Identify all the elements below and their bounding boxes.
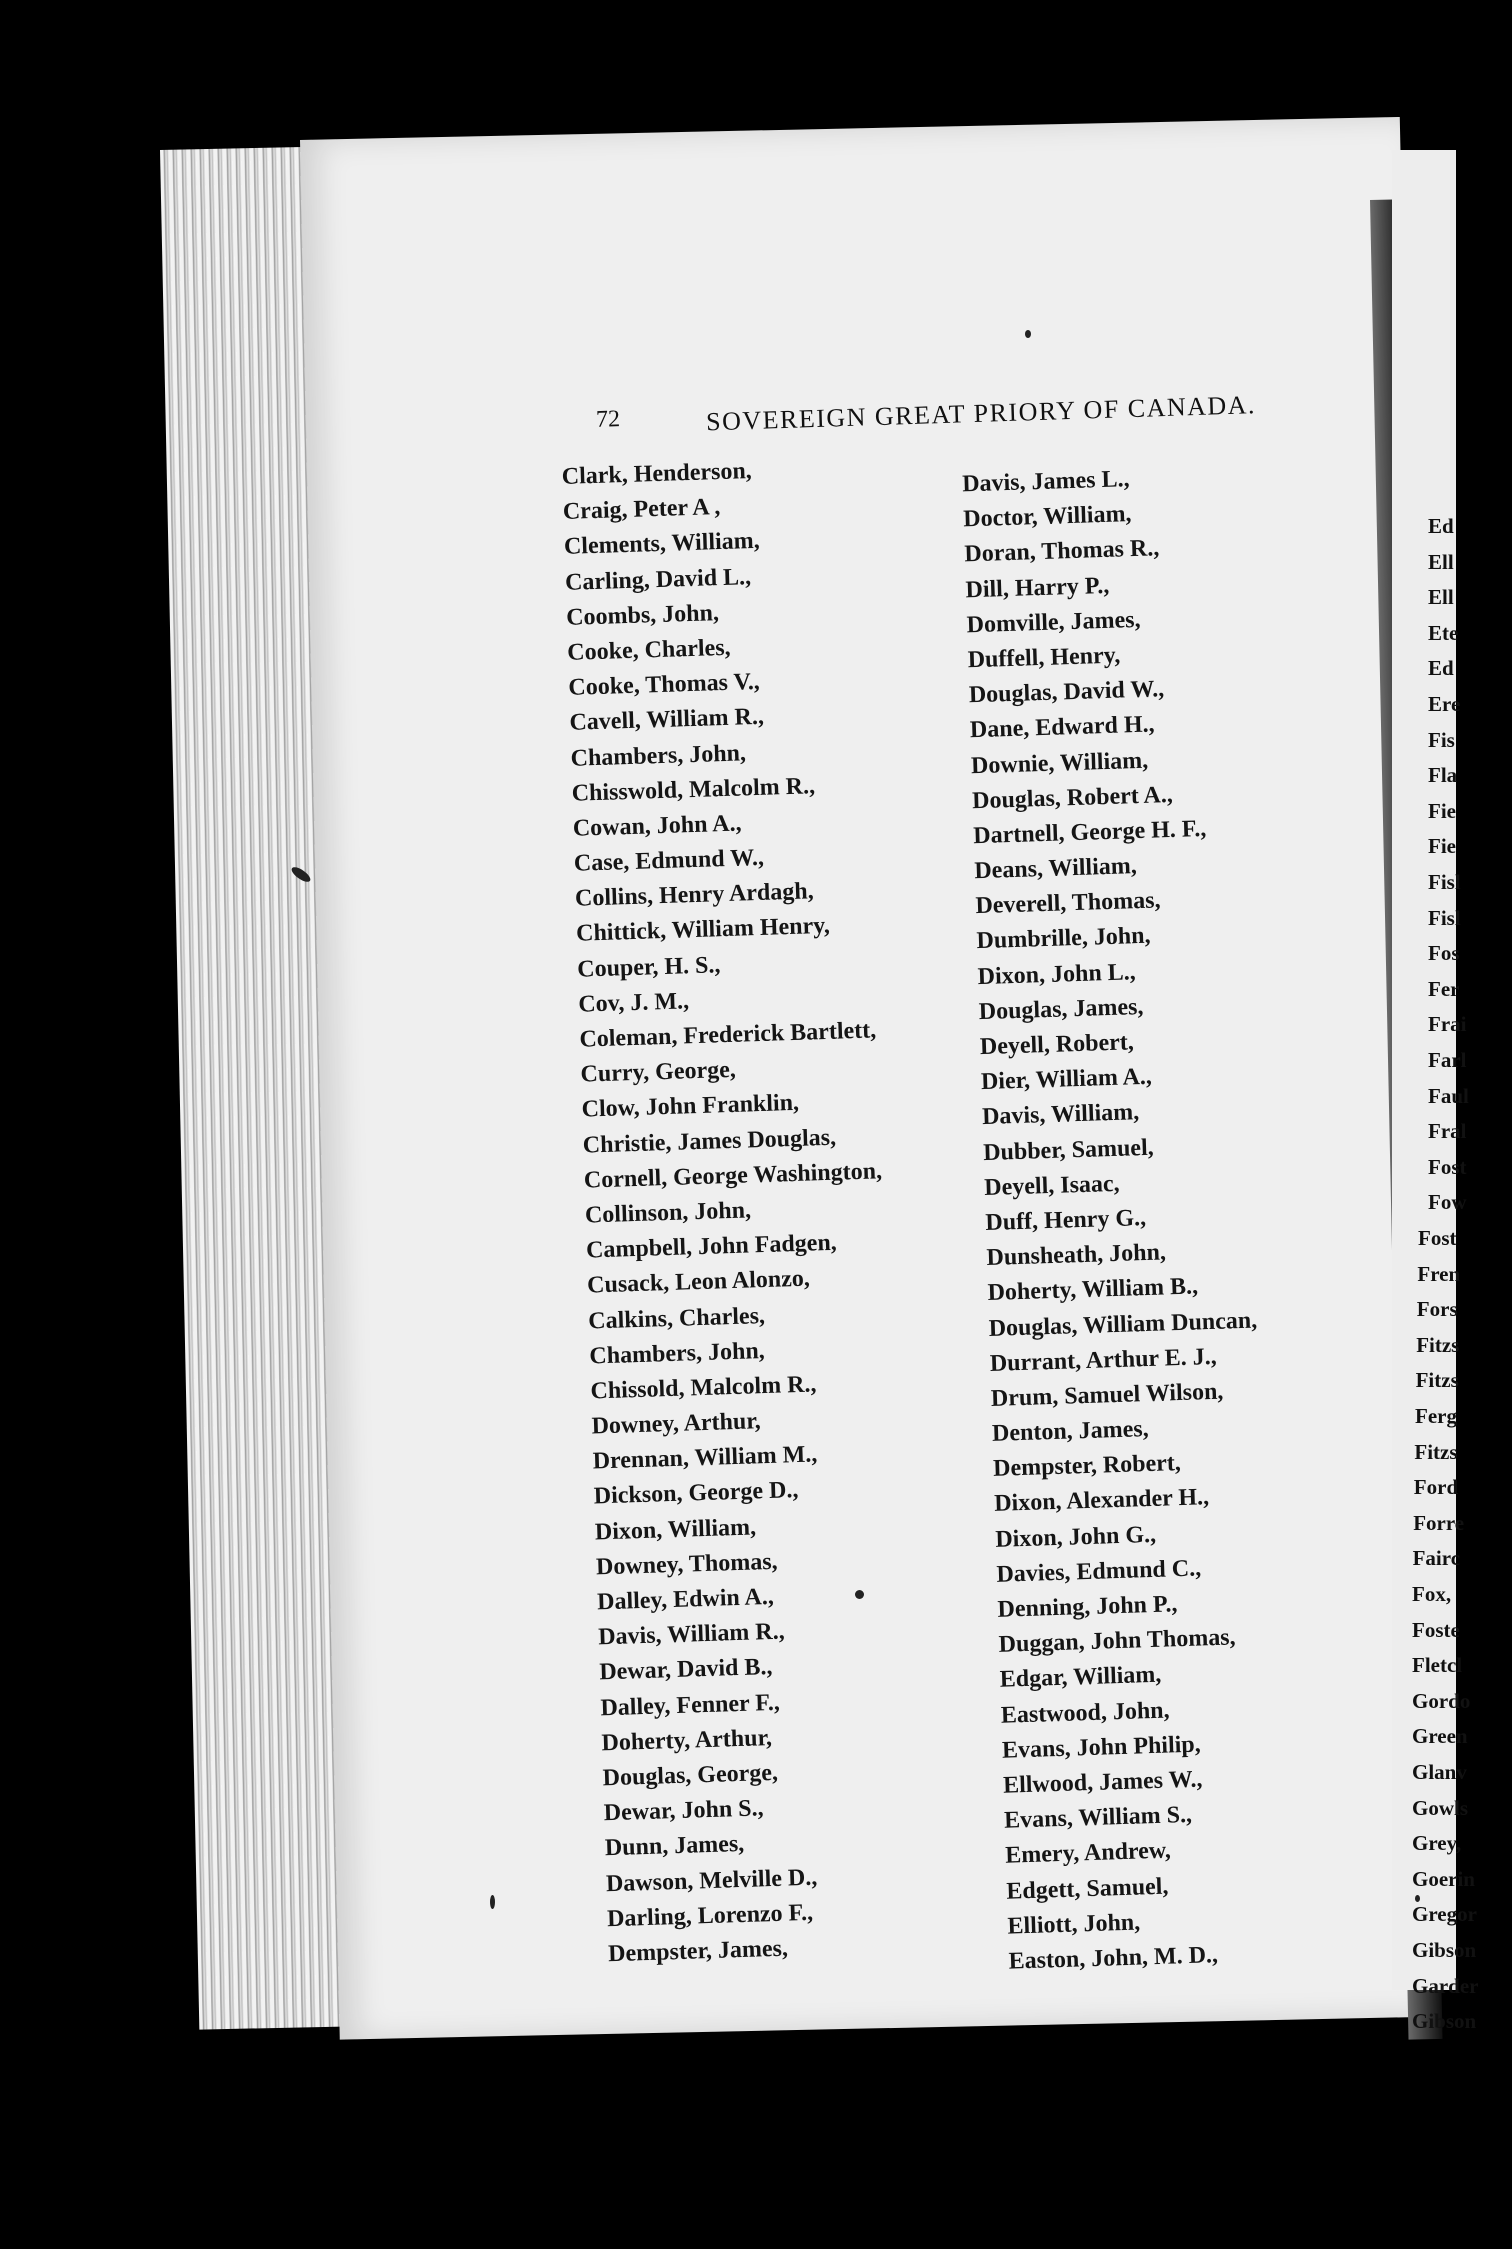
next-page-fragment: Fisl (1428, 905, 1461, 930)
name-entry: Cooke, Charles, (566, 634, 731, 666)
next-page-fragment: Fren (1417, 1261, 1461, 1286)
name-entry: Duff, Henry G., (985, 1204, 1147, 1236)
name-entry: Calkins, Charles, (587, 1302, 766, 1335)
next-page-fragment: Faul (1428, 1083, 1469, 1108)
name-entry: Case, Edmund W., (573, 844, 765, 877)
next-page-fragment: Grey, (1412, 1831, 1462, 1856)
next-page-fragment: Fisl (1428, 870, 1461, 894)
name-entry: Duffell, Henry, (967, 642, 1121, 674)
name-entry: Emery, Andrew, (1004, 1837, 1172, 1870)
name-entry: Chambers, John, (589, 1337, 766, 1370)
next-page-fragment: Garder (1412, 1973, 1479, 1998)
next-page-fragment: Gordo (1412, 1688, 1471, 1713)
name-entry: Clow, John Franklin, (581, 1090, 800, 1124)
name-entry: Douglas, Robert A., (971, 781, 1174, 814)
name-entry: Dalley, Edwin A., (596, 1583, 775, 1616)
speck (1025, 330, 1031, 338)
name-entry: Doherty, Arthur, (601, 1724, 773, 1757)
name-entry: Dempster, Robert, (992, 1450, 1182, 1483)
name-entry: Drum, Samuel Wilson, (990, 1378, 1224, 1412)
next-page-fragment: Ed (1428, 656, 1454, 681)
name-entry: Cov, J. M., (577, 988, 690, 1018)
name-entry: Ellwood, James W., (1002, 1766, 1203, 1799)
name-entry: Dixon, Alexander H., (993, 1484, 1210, 1518)
name-entry: Elliott, John, (1007, 1909, 1141, 1940)
name-entry: Deans, William, (973, 853, 1138, 885)
next-page-fragment: Fow (1428, 1190, 1467, 1215)
right-name-column (962, 459, 1278, 1980)
next-page-fragment: Fie (1428, 798, 1456, 823)
name-entry: Durrant, Arthur E. J., (989, 1343, 1218, 1377)
name-entry: Dixon, John G., (994, 1521, 1157, 1553)
speck (855, 1590, 864, 1599)
name-entry: Cowan, John A., (572, 810, 742, 842)
name-entry: Dewar, John S., (603, 1795, 764, 1827)
next-page-fragment: Farl (1428, 1048, 1467, 1072)
name-entry: Douglas, William Duncan, (988, 1307, 1258, 1342)
name-entry: Denton, James, (991, 1416, 1150, 1447)
next-page-fragment: Fitzs (1415, 1368, 1459, 1393)
name-entry: Dickson, George D., (593, 1477, 799, 1510)
name-entry: Dunn, James, (604, 1831, 745, 1862)
running-head: SOVEREIGN GREAT PRIORY OF CANADA. (705, 390, 1257, 437)
next-page-fragment: Ere (1428, 692, 1461, 716)
name-entry: Couper, H. S., (576, 951, 721, 983)
name-entry: Carling, David L., (564, 563, 752, 596)
next-page-fragment: Fost (1418, 1226, 1457, 1250)
name-entry: Dewar, David B., (598, 1654, 773, 1686)
next-page-fragment: Glanv (1412, 1760, 1467, 1784)
name-entry: Dubber, Samuel, (982, 1134, 1155, 1166)
name-entry: Coleman, Frederick Bartlett, (579, 1017, 877, 1053)
next-page-fragment: Fors (1416, 1297, 1458, 1322)
name-entry: Deverell, Thomas, (975, 887, 1161, 920)
name-entry: Campbell, John Fadgen, (585, 1229, 838, 1264)
name-entry: Downey, Thomas, (595, 1548, 778, 1581)
name-entry: Coombs, John, (565, 599, 720, 631)
next-page-fragment: Fletcl (1412, 1653, 1463, 1678)
name-entry: Dill, Harry P., (965, 572, 1110, 603)
next-page-fragment: Goerin (1412, 1866, 1475, 1891)
name-entry: Downie, William, (970, 747, 1149, 779)
name-entry: Chambers, John, (570, 739, 747, 772)
name-entry: Downey, Arthur, (591, 1408, 762, 1440)
name-entry: Clark, Henderson, (561, 458, 753, 490)
name-entry: Deyell, Robert, (979, 1029, 1135, 1061)
next-page-fragment: Fral (1428, 1119, 1467, 1144)
next-page-fragment: Ed (1428, 514, 1454, 538)
name-entry: Dier, William A., (980, 1063, 1153, 1096)
name-entry: Douglas, George, (602, 1759, 779, 1792)
name-entry: Doherty, William B., (987, 1273, 1199, 1307)
name-entry: Dartnell, George H. F., (972, 815, 1207, 850)
name-entry: Duggan, John Thomas, (998, 1624, 1236, 1659)
name-entry: Chisswold, Malcolm R., (571, 772, 816, 807)
name-entry: Davis, James L., (961, 466, 1130, 498)
next-page-fragment: Ell (1428, 585, 1454, 610)
next-page-fragment: Fla (1428, 763, 1458, 788)
next-page-fragment: Ferg (1415, 1404, 1457, 1428)
name-entry: Christie, James Douglas, (582, 1124, 837, 1159)
left-name-column (561, 451, 907, 1973)
name-entry: Doctor, William, (962, 501, 1132, 533)
speck (490, 1895, 495, 1909)
next-page-fragment: Ell (1428, 549, 1454, 574)
next-page-fragment: Gibson (1412, 2009, 1477, 2034)
name-entry: Curry, George, (580, 1056, 737, 1088)
next-page-fragment: Fie (1428, 834, 1456, 859)
next-page-fragment: Foste (1412, 1617, 1460, 1642)
name-entry: Edgett, Samuel, (1006, 1873, 1169, 1905)
name-entry: Dumbrille, John, (976, 923, 1151, 955)
name-entry: Edgar, William, (999, 1662, 1162, 1694)
next-page-fragment: Gibson (1412, 1938, 1477, 1962)
name-entry: Clements, William, (563, 528, 761, 561)
name-entry: Denning, John P., (997, 1591, 1178, 1623)
name-entry: Deyell, Isaac, (983, 1170, 1120, 1201)
name-entry: Eastwood, John, (1000, 1697, 1170, 1729)
name-entry: Dixon, John L., (977, 958, 1137, 990)
name-entry: Darling, Lorenzo F., (606, 1899, 814, 1932)
name-entry: Dane, Edward H., (969, 711, 1155, 744)
speck (1415, 1895, 1420, 1902)
next-page-fragment: Fos (1428, 941, 1460, 966)
name-entry: Craig, Peter A , (562, 494, 721, 526)
name-entry: Cusack, Leon Alonzo, (586, 1265, 811, 1299)
next-page-fragment: Fer (1428, 976, 1460, 1001)
name-entry: Davis, William R., (597, 1618, 786, 1651)
name-entry: Collins, Henry Ardagh, (574, 878, 815, 913)
next-page-fragment: Forre (1413, 1510, 1465, 1535)
next-page-fragment: Gowls (1412, 1795, 1469, 1820)
next-page-fragment: Fitzs (1416, 1332, 1460, 1357)
name-entry: Dalley, Fenner F., (600, 1689, 781, 1721)
name-entry: Chittick, William Henry, (575, 913, 831, 948)
next-page-fragment: Fairc (1412, 1546, 1461, 1571)
next-page-fragment: Ford (1413, 1475, 1459, 1500)
name-entry: Cornell, George Washington, (583, 1158, 883, 1194)
name-entry: Dawson, Melville D., (605, 1864, 818, 1897)
name-entry: Evans, William S., (1003, 1801, 1193, 1834)
name-entry: Domville, James, (966, 606, 1141, 639)
name-entry: Cavell, William R., (569, 704, 765, 737)
name-entry: Doran, Thomas R., (964, 535, 1160, 568)
next-page-fragment: Frai (1428, 1012, 1467, 1037)
name-entry: Davies, Edmund C., (996, 1555, 1202, 1588)
name-entry: Dempster, James, (607, 1935, 789, 1968)
name-entry: Drennan, William M., (592, 1441, 818, 1475)
next-page-fragment: Fis (1428, 727, 1455, 752)
next-page-fragment: Fost (1428, 1154, 1467, 1179)
name-entry: Chissold, Malcolm R., (590, 1371, 817, 1405)
next-page-fragment: Gregor (1412, 1902, 1477, 1927)
next-page-fragment: Fox, (1412, 1582, 1452, 1606)
name-entry: Douglas, James, (978, 993, 1144, 1025)
name-entry: Easton, John, M. D., (1008, 1941, 1219, 1975)
name-entry: Dunsheath, John, (986, 1239, 1167, 1272)
page-number: 72 (595, 406, 621, 433)
name-entry: Davis, William, (981, 1099, 1140, 1131)
name-entry: Douglas, David W., (968, 676, 1165, 709)
name-entry: Cooke, Thomas V., (568, 668, 761, 701)
name-entry: Evans, John Philip, (1001, 1731, 1202, 1764)
next-page-fragment: Fitzs (1414, 1439, 1458, 1464)
name-entry: Collinson, John, (584, 1197, 752, 1229)
name-entry: Dixon, William, (594, 1514, 757, 1546)
next-page-fragment: Ete (1428, 620, 1459, 645)
next-page-fragment: Green (1412, 1724, 1468, 1749)
